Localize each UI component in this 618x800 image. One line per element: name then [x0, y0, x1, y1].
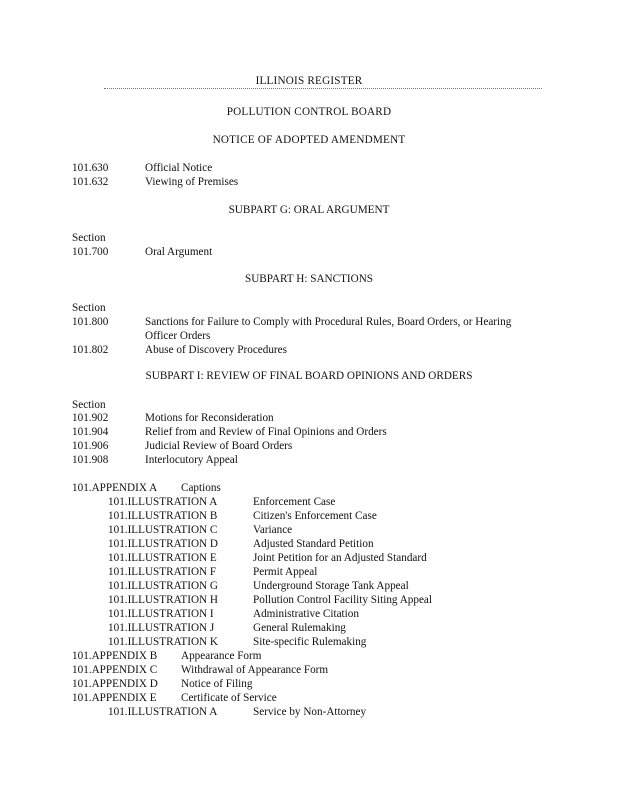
section-number: 101.802 — [72, 344, 109, 356]
appendix-label: 101.APPENDIX B — [72, 650, 158, 662]
section-number: 101.904 — [72, 426, 109, 438]
appendix-label: 101.APPENDIX A — [72, 482, 158, 494]
section-label: Section — [72, 399, 106, 411]
section-title: Relief from and Review of Final Opinions and Orders — [145, 426, 387, 438]
section-label: Section — [72, 232, 106, 244]
illustration-title: Permit Appeal — [253, 566, 318, 578]
section-title-continued: Officer Orders — [145, 330, 211, 342]
illustration-title: Adjusted Standard Petition — [253, 538, 374, 550]
appendix-title: Captions — [181, 482, 221, 494]
section-number: 101.908 — [72, 454, 109, 466]
header-rule — [104, 88, 542, 89]
section-title: Motions for Reconsideration — [145, 412, 274, 424]
appendix-title: Certificate of Service — [181, 692, 277, 704]
illustration-title: Variance — [253, 524, 293, 536]
section-title: Sanctions for Failure to Comply with Procedural Rules, Board Orders, or Hearing — [145, 316, 512, 328]
section-title: Interlocutory Appeal — [145, 454, 238, 466]
board-title: POLLUTION CONTROL BOARD — [226, 106, 392, 118]
illustration-label: 101.ILLUSTRATION D — [108, 538, 218, 550]
section-number: 101.630 — [72, 162, 109, 174]
illustration-title: Site-specific Rulemaking — [253, 636, 367, 648]
illustration-label: 101.ILLUSTRATION F — [108, 566, 217, 578]
section-title: Abuse of Discovery Procedures — [145, 344, 287, 356]
appendix-label: 101.APPENDIX C — [72, 664, 158, 676]
illustration-title: Joint Petition for an Adjusted Standard — [253, 552, 427, 564]
appendix-label: 101.APPENDIX E — [72, 692, 157, 704]
illustration-title: Enforcement Case — [253, 496, 336, 508]
illustration-label: 101.ILLUSTRATION A — [108, 496, 218, 508]
illustration-title: Citizen's Enforcement Case — [253, 510, 377, 522]
register-title: ILLINOIS REGISTER — [255, 75, 363, 87]
appendix-title: Notice of Filing — [181, 678, 253, 690]
section-title: Viewing of Premises — [145, 176, 239, 188]
section-title: Judicial Review of Board Orders — [145, 440, 293, 452]
illustration-label: 101.ILLUSTRATION H — [108, 594, 218, 606]
appendix-title: Withdrawal of Appearance Form — [181, 664, 329, 676]
section-number: 101.700 — [72, 246, 109, 258]
illustration-title: Underground Storage Tank Appeal — [253, 580, 409, 592]
illustration-label: 101.ILLUSTRATION E — [108, 552, 217, 564]
illustration-title: Administrative Citation — [253, 608, 359, 620]
subpart-i-heading: SUBPART I: REVIEW OF FINAL BOARD OPINIONS AND ORDERS — [145, 370, 473, 382]
illustration-label: 101.ILLUSTRATION B — [108, 510, 218, 522]
section-title: Oral Argument — [145, 246, 213, 258]
illustration-label: 101.ILLUSTRATION G — [108, 580, 218, 592]
subpart-g-heading: SUBPART G: ORAL ARGUMENT — [228, 204, 390, 216]
notice-title: NOTICE OF ADOPTED AMENDMENT — [212, 134, 406, 146]
section-label: Section — [72, 302, 106, 314]
section-number: 101.800 — [72, 316, 109, 328]
section-number: 101.632 — [72, 176, 109, 188]
illustration-label: 101.ILLUSTRATION I — [108, 608, 214, 620]
appendix-label: 101.APPENDIX D — [72, 678, 158, 690]
illustration-title: Pollution Control Facility Siting Appeal — [253, 594, 433, 606]
illustration-label: 101.ILLUSTRATION A — [108, 706, 218, 718]
section-number: 101.902 — [72, 412, 109, 424]
section-title: Official Notice — [145, 162, 213, 174]
illustration-title: Service by Non-Attorney — [253, 706, 367, 718]
subpart-h-heading: SUBPART H: SANCTIONS — [244, 273, 374, 285]
illustration-label: 101.ILLUSTRATION K — [108, 636, 218, 648]
illustration-label: 101.ILLUSTRATION C — [108, 524, 218, 536]
illustration-title: General Rulemaking — [253, 622, 346, 634]
appendix-title: Appearance Form — [181, 650, 262, 662]
section-number: 101.906 — [72, 440, 109, 452]
illustration-label: 101.ILLUSTRATION J — [108, 622, 215, 634]
